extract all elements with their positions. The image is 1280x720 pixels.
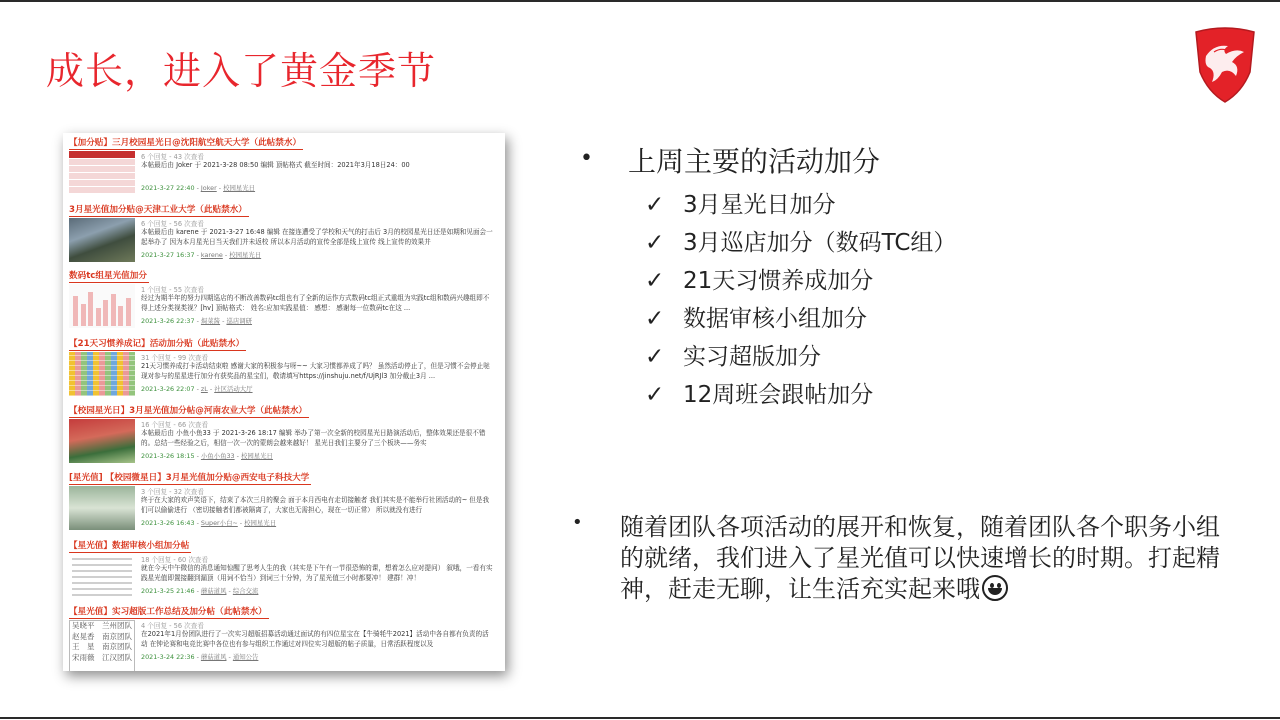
slide-title: 成长，进入了黄金季节 (46, 49, 437, 93)
post-reply-view-count: 4 个回复 - 56 次查看 (141, 622, 204, 630)
check-item: ✓ 12周班会跟帖加分 (645, 382, 874, 408)
post-section-link[interactable]: 社区活动大厅 (214, 385, 253, 393)
forum-post[interactable] (63, 138, 505, 204)
post-section-link[interactable]: 巡店调研 (226, 317, 253, 325)
post-reply-view-count: 1 个回复 - 55 次查看 (141, 286, 204, 294)
bullet-dot: • (572, 512, 583, 533)
post-footer: 2021-3-26 18:15 - 小鱼小鱼33 - 校园星光日 (141, 452, 273, 460)
post-section-link[interactable]: 校园星光日 (229, 251, 262, 259)
post-thumbnail[interactable] (69, 554, 135, 598)
check-item: ✓ 数据审核小组加分 (645, 306, 867, 332)
check-item: ✓ 3月巡店加分（数码TC组） (645, 230, 957, 256)
post-thumbnail[interactable] (69, 284, 135, 328)
post-reply-view-count: 3 个回复 - 32 次查看 (141, 488, 204, 496)
post-reply-view-count: 6 个回复 - 43 次查看 (141, 153, 204, 161)
post-section-link[interactable]: 校园星光日 (240, 452, 273, 460)
post-date: 2021-3-25 21:46 (141, 587, 195, 595)
post-author-link[interactable]: zL (200, 385, 208, 393)
post-excerpt: 就在今天中午微信的消息通知惊醒了思考人生的我（其实是下午有一节很恐怖的课，想着怎么应对提问） 叙哦，一看有实践星光值即置接翻到漏顶（用词不恰当）到词三十分钟，为了星光值三小时都要冲！ 建群！冲！ (141, 564, 493, 582)
thumbnail-text-line: 宋雨薇 江汉团队 (72, 652, 132, 662)
main-bullet-text: 上周主要的活动加分 (628, 145, 881, 178)
post-date: 2021-3-24 22:36 (141, 653, 195, 661)
post-title-link[interactable]: 【21天习惯养成记】活动加分贴（此贴禁水） (69, 339, 245, 349)
post-footer: 2021-3-26 22:37 - 焗菜酱 - 巡店调研 (141, 317, 253, 325)
forum-post[interactable] (63, 406, 505, 472)
post-section-link[interactable]: 综合交流 (232, 587, 259, 595)
post-title-link[interactable]: 【校园星光日】3月星光值加分帖@河南农业大学（此帖禁水） (69, 406, 308, 416)
post-author-link[interactable]: 焗菜酱 (200, 317, 221, 325)
check-icon: ✓ (645, 306, 665, 332)
post-thumbnail[interactable] (69, 352, 135, 396)
post-title-link[interactable]: 【星光值】实习超版工作总结及加分帖（此帖禁水） (69, 607, 267, 617)
forum-post[interactable] (63, 339, 505, 405)
post-thumbnail[interactable] (69, 620, 135, 671)
post-footer: 2021-3-24 22:36 - 蘑菇道风 - 通知公告 (141, 653, 259, 661)
post-reply-view-count: 6 个回复 - 56 次查看 (141, 220, 204, 228)
post-section-link[interactable]: 校园星光日 (223, 184, 256, 192)
post-section-link[interactable]: 通知公告 (232, 653, 259, 661)
post-excerpt: 21天习惯养成打卡活动结束啦 感谢大家的积极参与呀~~ 大家习惯都养成了吗？ 虽然活动停止了，但是习惯不会停止哒 现对参与的星星进行加分有获奖品的星宝们，敬请填写https://jinshuju.net/f/UjRJl3 加分截止3月 ... (141, 362, 490, 380)
check-item: ✓ 3月星光日加分 (645, 192, 836, 218)
post-author-link[interactable]: 蘑菇道风 (200, 653, 227, 661)
post-author-link[interactable]: Joker (200, 184, 217, 192)
post-author-link[interactable]: 小鱼小鱼33 (200, 452, 235, 460)
forum-post[interactable] (63, 541, 505, 607)
forum-screenshot-panel (63, 133, 505, 671)
thumbnail-text-line: 吴晓平 兰州团队 (72, 621, 132, 630)
post-footer: 2021-3-27 22:40 - Joker - 校园星光日 (141, 184, 256, 192)
post-reply-view-count: 18 个回复 - 60 次查看 (141, 556, 209, 564)
post-thumbnail[interactable] (69, 486, 135, 530)
post-reply-view-count: 31 个回复 - 99 次查看 (141, 354, 209, 362)
summary-paragraph: 随着团队各项活动的展开和恢复，随着团队各个职务小组的就绪，我们进入了星光值可以快速增长的时期。打起精神，赶走无聊，让生活充实起来哦 (620, 513, 1220, 603)
check-icon: ✓ (645, 230, 665, 256)
post-date: 2021-3-27 16:37 (141, 251, 195, 259)
check-icon: ✓ (645, 268, 665, 294)
post-date: 2021-3-26 18:15 (141, 452, 195, 460)
post-excerpt: 本帖最后由 Joker 于 2021-3-28 08:50 编辑 顶帖格式 截至时间：2021年3月18日24：00 (141, 161, 410, 169)
post-date: 2021-3-26 16:43 (141, 519, 195, 527)
top-border (0, 0, 1280, 2)
post-author-link[interactable]: karene (200, 251, 223, 259)
post-excerpt: 本帖最后由 karene 于 2021-3-27 16:48 编辑 在接连遭受了学校和天气的打击后 3月的校园星光日还是如期和见面会一起举办了 因为本月星光日当天我们并未返校 所以本月活动的宣传全部是线上宣传 线上宣传的效果并 (141, 228, 493, 246)
dragon-shield-logo (1192, 26, 1258, 104)
post-title-link[interactable]: 【加分贴】三月校园星光日@沈阳航空航天大学（此帖禁水） (69, 138, 302, 148)
post-reply-view-count: 16 个回复 - 66 次查看 (141, 421, 209, 429)
thumbnail-text-line: 王 星 南京团队 (72, 642, 132, 651)
check-item: ✓ 21天习惯养成加分 (645, 268, 874, 294)
post-date: 2021-3-27 22:40 (141, 184, 195, 192)
post-thumbnail[interactable] (69, 419, 135, 463)
post-author-link[interactable]: 蘑菇道风 (200, 587, 227, 595)
forum-post[interactable] (63, 473, 505, 539)
post-title-link[interactable]: 3月星光值加分贴@天津工业大学（此贴禁水） (69, 205, 247, 215)
post-footer: 2021-3-26 22:07 - zL - 社区活动大厅 (141, 385, 253, 393)
bottom-border (0, 717, 1280, 719)
thumbnail-text-line: 赵晃香 南京团队 (72, 631, 132, 641)
post-thumbnail[interactable] (69, 218, 135, 262)
smiley-icon (982, 575, 1008, 601)
bullet-dot: • (580, 146, 593, 171)
forum-post[interactable] (63, 205, 505, 271)
forum-post[interactable] (63, 607, 505, 671)
post-footer: 2021-3-25 21:46 - 蘑菇道风 - 综合交流 (141, 587, 259, 595)
post-section-link[interactable]: 校园星光日 (244, 519, 277, 527)
post-thumbnail[interactable] (69, 151, 135, 195)
post-title-link[interactable]: 【星光值】数据审核小组加分帖 (69, 541, 190, 551)
post-excerpt: 经过为期半年的努力四期巡店的不断改善数码tc组也有了全新的运作方式数码tc组正式重组为实践tc组和数码兴趣组即不得上述分类视类视？[hv] 顶帖格式： 姓名:应加实践星值： 感想： 感谢每一位数码tc在这 ... (141, 294, 490, 312)
post-title-link[interactable]: 数码tc组星光值加分 (69, 271, 147, 281)
check-icon: ✓ (645, 382, 665, 408)
post-footer: 2021-3-27 16:37 - karene - 校园星光日 (141, 251, 262, 259)
check-item: ✓ 实习超版加分 (645, 344, 821, 370)
post-excerpt: 终于在大家的欢声笑语下，结束了本次三月的聚会 面于本月西电有走切接触者 我们其实是不能举行社团活动的~ 但是我们可以偷偷进行 （密切接触者们都被隔离了，大家也无需担心，现在一切正常） 所以就没有进行 (141, 496, 490, 514)
post-excerpt: 本帖最后由 小鱼小鱼33 于 2021-3-26 18:17 编辑 举办了第一次全新的校园星光日路演活动后，整体效果还是很不错的。总结一些经验之后，相信一次一次的蒙朗会越来越好！ 星光日我们主要分了三个板块——务实 (141, 429, 486, 447)
post-footer: 2021-3-26 16:43 - Super小白~ - 校园星光日 (141, 519, 277, 527)
check-icon: ✓ (645, 192, 665, 218)
post-title-link[interactable]: [星光值] 【校园微星日】3月星光值加分贴@西安电子科技大学 (69, 473, 310, 483)
post-date: 2021-3-26 22:37 (141, 317, 195, 325)
post-excerpt: 在2021年1月份团队进行了一次实习超版招募活动通过面试的有四位星宝在【牛骑牦牛2021】活动中各自都有负责的活动 在钟论赛和电竞比赛中各位也有参与组织工作通过对四位实习超版的帖子质量，日常活跃程度以及 (141, 630, 489, 648)
forum-post[interactable] (63, 271, 505, 337)
post-date: 2021-3-26 22:07 (141, 385, 195, 393)
post-author-link[interactable]: Super小白~ (200, 519, 238, 527)
check-icon: ✓ (645, 344, 665, 370)
